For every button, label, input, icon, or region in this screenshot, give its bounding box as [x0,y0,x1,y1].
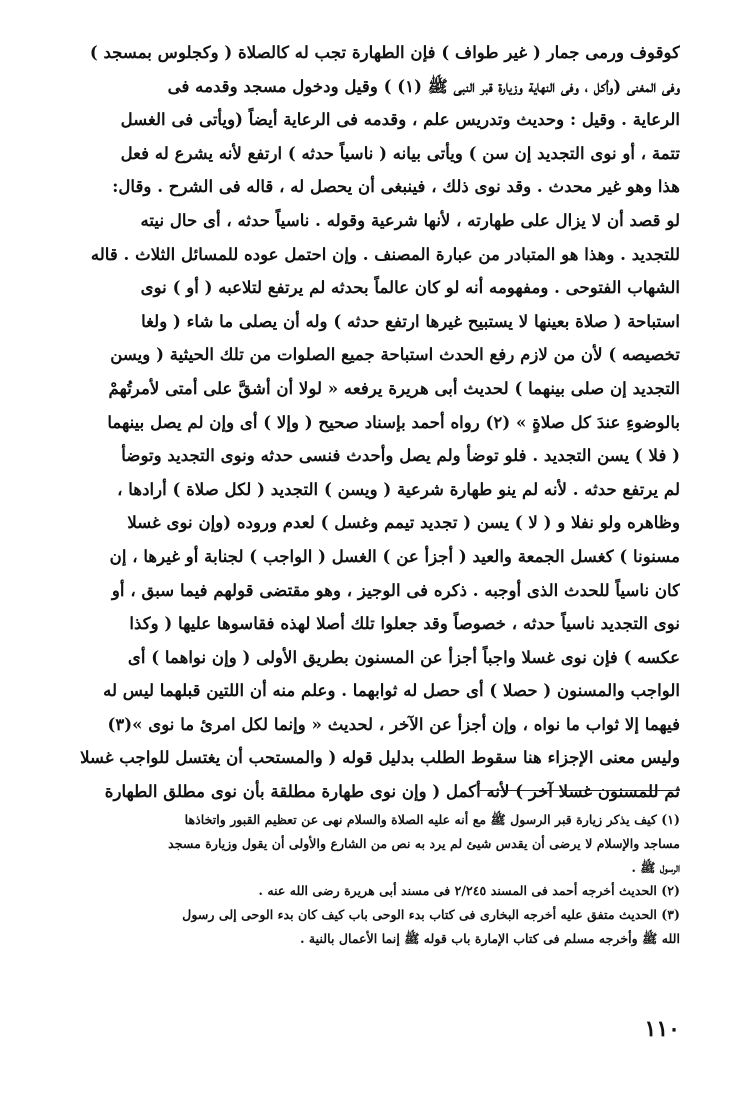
text-line: الرعاية . وقيل : وحديث وتدريس علم ، وقدمه فى الرعاية أيضاً (ويأتى فى الغسل [120,109,680,130]
page-number: ١١٠ [644,1016,680,1042]
text-line: وفى المغنى (وأكل ، وفى النهاية وزيارة قبر النبى ﷺ (١) ) وقيل ودخول مسجد وقدمه فى [167,75,680,96]
footnote-line: (٢) الحديث أخرجه أحمد فى المسند ٢/٢٤٥ فى مسند أبى هريرة رضى الله عنه . [258,883,680,899]
text-line: فيهما إلا ثواب ما نواه ، وإن أجزأ عن الآخر ، لحديث « وإنما لكل امرئ ما نوى »(٣) [107,713,680,734]
text-line: للتجديد . وهذا هو المتبادر من عبارة المصنف . وإن احتمل عوده للمسائل الثلاث . قاله [90,243,680,264]
footnote-line: (٣) الحديث متفق عليه أخرجه البخارى فى كتاب بدء الوحى باب كيف كان بدء الوحى إلى رسول [182,907,680,923]
text-line: لو قصد أن لا يزال على طهارته ، لأنها شرعية وقوله . ناسياً حدثه ، أى حال نيته [140,209,680,230]
text-line: وظاهره ولو نفلا و ( لا ) يسن ( تجديد تيمم وغسل ) لعدم وروده (وإن نوى غسلا [127,512,680,533]
text-line: بالوضوءِ عندَ كل صلاةٍ » (٢) رواه أحمد بإسناد صحيح ( وإلا ) أى وإن لم يصل بينهما [107,411,680,432]
text-line: الواجب والمسنون ( حصلا ) أى حصل له ثوابهما . وعلم منه أن اللتين قبلهما ليس له [103,680,680,701]
text-line: لم يرتفع حدثه . لأنه لم ينو طهارة شرعية ( ويسن ) التجديد ( لكل صلاة ) أرادها ، [117,478,680,499]
text-line: كان ناسياً للحدث الذى أوجبه . ذكره فى الوجيز ، وهو مقتضى قولهم فيما سبق ، أو [111,579,680,600]
main-text [72,36,680,809]
footnote-divider [480,790,680,791]
text-line: وليس معنى الإجزاء هنا سقوط الطلب بدليل قوله ( والمستحب أن يغتسل للواجب غسلا [80,747,680,768]
text-line: الشهاب الفتوحى . ومفهومه أنه لو كان عالماً بحدثه لم يرتفع لتلاعبه ( أو ) نوى [140,277,680,298]
text-line: عكسه ) فإن نوى غسلا واجباً أجزأ عن المسنون بطريق الأولى ( وإن نواهما ) أى [127,646,680,667]
footnotes [72,808,680,951]
text-line: هذا وهو غير محدث . وقد نوى ذلك ، فينبغى أن يحصل له ، قاله فى الشرح . وقال: [112,176,680,197]
text-line: استباحة ( صلاة بعينها لا يستبيح غيرها ارتفع حدثه ) وله أن يصلى ما شاء ( ولغا [141,310,680,331]
text-line: ( فلا ) يسن التجديد . فلو توضأ ولم يصل وأحدث فنسى حدثه ونوى التجديد وتوضأ [121,445,680,466]
text-line: التجديد إن صلى بينهما ) لحديث أبى هريرة يرفعه « لولا أن أشقَّ على أمتى لأمرتُهمْ [108,377,680,398]
text-line: تتمة ، أو نوى التجديد إن سن ) ويأتى بيانه ( ناسياً حدثه ) ارتفع لأنه يشرع له فعل [120,142,680,163]
footnote-line: الرسول ﷺ . [631,859,680,875]
text-line: تخصيصه ) لأن من لازم رفع الحدث استباحة جميع الصلوات من تلك الحيثية ( ويسن [110,344,680,365]
text-line: مسنونا ) كغسل الجمعة والعيد ( أجزأ عن ) الغسل ( الواجب ) لجنابة أو غيرها ، إن [109,545,680,566]
footnote-line: (١) كيف يذكر زيارة قبر الرسول ﷺ مع أنه عليه الصلاة والسلام نهى عن تعظيم القبور واتخاذها [184,812,680,827]
text-line: كوقوف ورمى جمار ( غير طواف ) فإن الطهارة تجب له كالصلاة ( وكجلوس بمسجد ) [89,42,680,62]
footnote-line: مساجد والإسلام لا يرضى أن يقدس شيئ لم يرد به نص من الشارع والأولى أن يقول وزيارة مسجد [168,835,680,851]
footnote-line: الله ﷺ وأخرجه مسلم فى كتاب الإمارة باب قوله ﷺ إنما الأعمال بالنية . [300,930,680,946]
text-line: ثم للمسنون غسلا آخر ) لأنه أكمل ( وإن نوى طهارة مطلقة بأن نوى مطلق الطهارة [104,781,680,802]
text-line: نوى التجديد ناسياً حدثه ، خصوصاً وقد جعلوا تلك أصلا لهذه فقاسوها عليها ( وكذا [129,613,680,634]
